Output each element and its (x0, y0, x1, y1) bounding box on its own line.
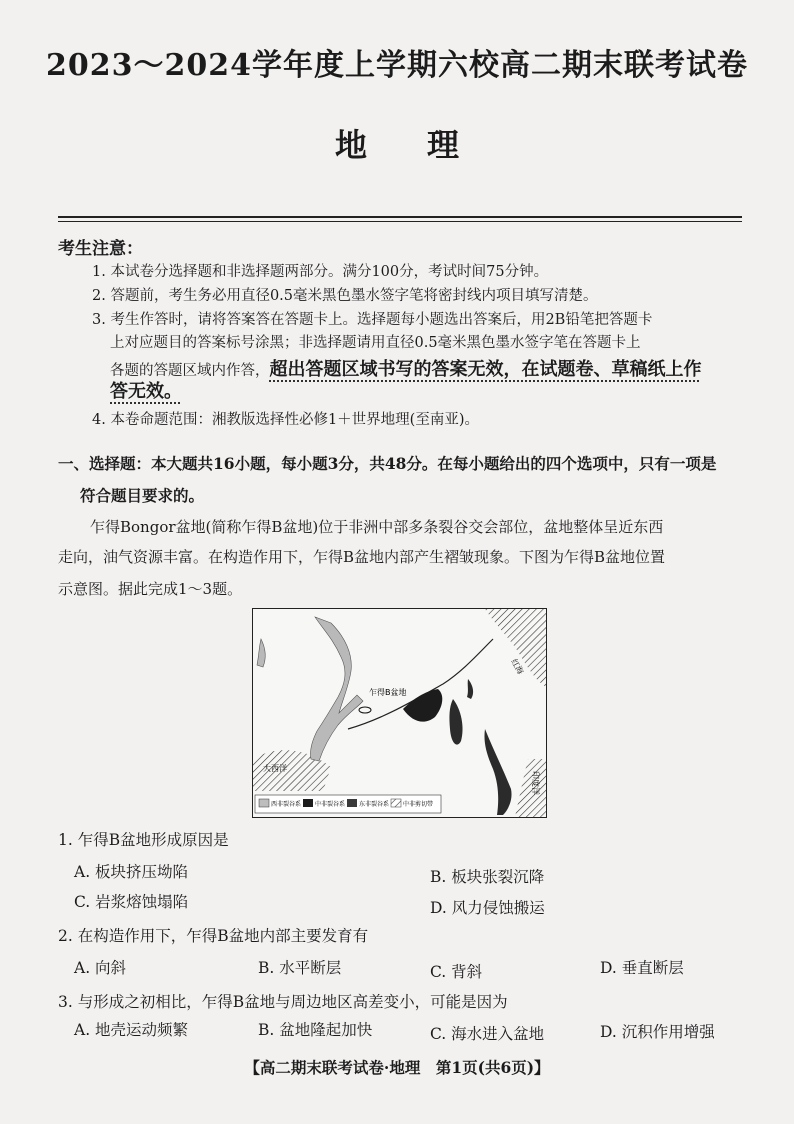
notice-item: 上对应题目的答案标号涂黑；非选择题请用直径0.5毫米黑色墨水签字笔在答题卡上 (110, 335, 641, 351)
question-3: 3. 与形成之初相比，乍得B盆地与周边地区高差变小，可能是因为 (58, 993, 508, 1011)
notice-emphasis-end: 答无效。 (110, 381, 182, 402)
q2-option-c: C. 背斜 (430, 963, 483, 981)
q3-option-d: D. 沉积作用增强 (600, 1023, 715, 1041)
indian-ocean (515, 759, 546, 817)
passage-line: 示意图。据此完成1～3题。 (58, 580, 243, 598)
red-sea (485, 609, 546, 687)
notice-item: 3. 考生作答时，请将答案答在答题卡上。选择题每小题选出答案后，用2B铅笔把答题卡 (92, 312, 653, 328)
header-rule (58, 216, 742, 218)
notice-item-text: 各题的答题区域内作答， (110, 363, 270, 379)
subject-title: 地理 (334, 126, 519, 164)
passage-line: 乍得Bongor盆地(简称乍得B盆地)位于非洲中部多条裂谷交会部位，盆地整体呈近东西 (90, 518, 664, 536)
notice-item: 4. 本卷命题范围：湘教版选择性必修1＋世界地理(至南亚)。 (92, 412, 479, 428)
east-african-rift-east (484, 729, 511, 815)
east-african-rift-fragment (467, 679, 473, 699)
east-african-rift-west (449, 699, 462, 745)
legend-swatch-west (259, 799, 269, 807)
central-african-rift (403, 689, 442, 722)
section-heading-cont: 符合题目要求的。 (80, 486, 205, 505)
atlantic-label: 大西洋 (263, 764, 287, 773)
q2-option-d: D. 垂直断层 (600, 959, 684, 977)
notice-item: 2. 答题前，考生务必用直径0.5毫米黑色墨水签字笔将密封线内项目填写清楚。 (92, 288, 598, 304)
legend-swatch-east (347, 799, 357, 807)
section-heading: 一、选择题：本大题共16小题，每小题3分，共48分。在每小题给出的四个选项中，只有一项是 (58, 454, 717, 473)
legend-west: 西非裂谷系 (271, 801, 302, 808)
basin-marker (359, 707, 371, 713)
notice-item: 1. 本试卷分选择题和非选择题两部分。满分100分，考试时间75分钟。 (92, 264, 549, 280)
header-rule-thin (58, 221, 742, 222)
question-1: 1. 乍得B盆地形成原因是 (58, 831, 229, 849)
rift-location-map (252, 608, 547, 818)
q3-option-a: A. 地壳运动频繁 (74, 1021, 189, 1039)
exam-title: 2023～2024学年度上学期六校高二期末联考试卷 (46, 48, 748, 83)
indian-ocean-label: 印度洋 (531, 771, 540, 795)
page-footer: 【高二期末联考试卷·地理 第1页(共6页)】 (244, 1058, 550, 1077)
notice-heading: 考生注意： (58, 239, 143, 259)
passage-line: 走向，油气资源丰富。在构造作用下，乍得B盆地内部产生褶皱现象。下图为乍得B盆地位置 (58, 548, 666, 566)
q1-option-d: D. 风力侵蚀搬运 (430, 899, 545, 917)
q1-option-b: B. 板块张裂沉降 (430, 868, 545, 886)
legend-central: 中非裂谷系 (315, 801, 346, 808)
legend-east: 东非裂谷系 (359, 801, 390, 808)
legend-swatch-shear (391, 799, 401, 807)
west-african-rift (310, 617, 363, 761)
q3-option-c: C. 海水进入盆地 (430, 1025, 545, 1043)
red-sea-label: 红海 (509, 657, 526, 676)
q2-option-a: A. 向斜 (74, 959, 127, 977)
q1-option-c: C. 岩浆熔蚀塌陷 (74, 893, 189, 911)
basin-label: 乍得B盆地 (369, 688, 407, 697)
q3-option-b: B. 盆地隆起加快 (258, 1021, 373, 1039)
west-african-rift-branch (257, 639, 265, 667)
map-drawing (253, 609, 546, 817)
question-2: 2. 在构造作用下，乍得B盆地内部主要发育有 (58, 927, 369, 945)
q2-option-b: B. 水平断层 (258, 959, 342, 977)
notice-emphasis: 超出答题区域书写的答案无效，在试题卷、草稿纸上作 (269, 359, 702, 380)
legend-shear: 中非剪切带 (403, 801, 434, 808)
map-legend (255, 795, 441, 813)
q1-option-a: A. 板块挤压坳陷 (74, 863, 189, 881)
legend-swatch-central (303, 799, 313, 807)
notice-item (110, 355, 702, 381)
